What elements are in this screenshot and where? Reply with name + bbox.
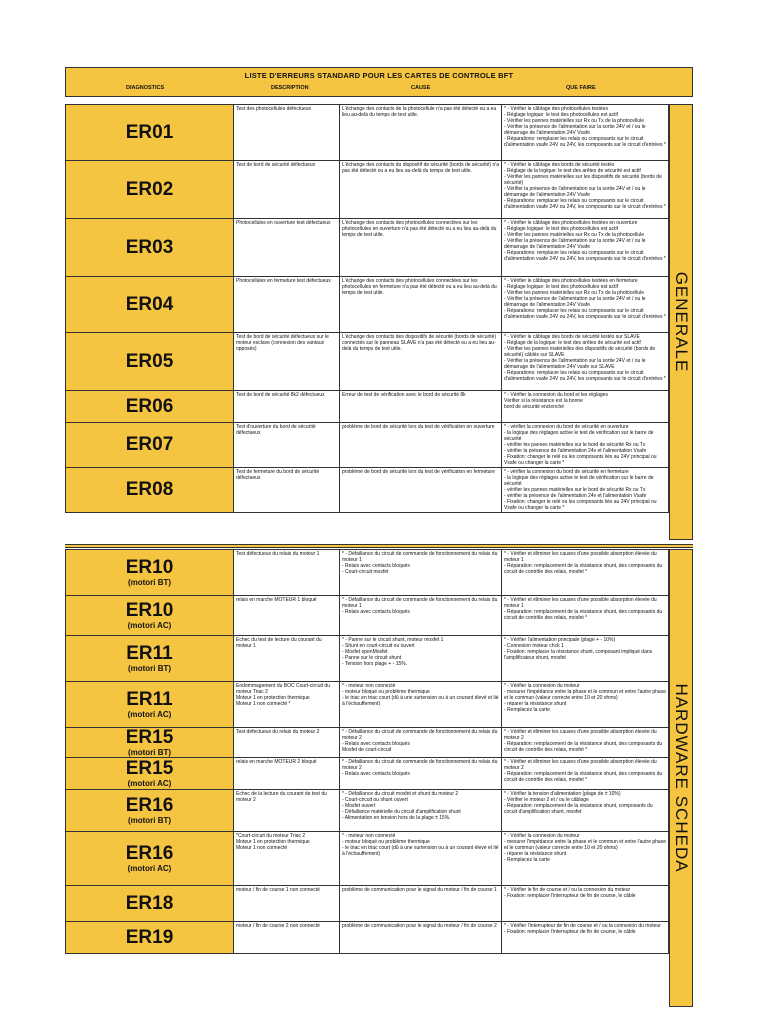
section-label-general: GENERALE [672,271,691,373]
error-code-cell [66,550,234,596]
general-errors-table [65,104,669,513]
error-motor-type: (motori AC) [127,779,172,788]
error-fix: * - Vérifier le câblage des photocellules testées - Réglage logique: le test des photocellules est actif - Vérifier les pannes matérielles sur Rx ou Tx de la photocellule - Vérifier la présence de l'alimentation sur la sortie 24V et / ou le démarrage de l'alimentation 24V Vsafe - Réparations: remplacer les relais ou composants sur le circuit d'alimentation vsafe 24V ou 24V, les composants sur le circuit d'entrées * [502,105,669,161]
error-fix: * - Vérifier le câblage des photocellules testées en fermeture - Réglage logique: le test des photocellules est actif - Vérifier les pannes matérielles sur Rx ou Tx de la photocellule - Vérifier la présence de l'alimentation sur la sortie 24V et / ou le démarrage de l'alimentation 24V Vsafe - Réparations: remplacer les relais ou composants sur le circuit d'alimentation vsafe 24V ou 24V, les composants sur le circuit d'entrées * [502,277,669,333]
error-code-cell [66,219,234,277]
error-description: Test des photocellules défectueux [234,105,340,161]
col-header-diagnostics: DIAGNOSTICS [126,85,165,91]
error-motor-type: (motori AC) [127,864,172,873]
error-fix: * - vérifier la connexion du bord de sécurité en fermeture - la logique des réglages active le test de vérification sur le barre de sécurité - vérifier les pannes matérielles sur le bord de sécurité Rx ou Tx - vérifier la présence de l'alimentation 24v et l'alimentation Vsafe - Fixation: changer le relé ou les composants liés au 24V principal ou Vsafe ou changer la carte * [502,468,669,513]
section-tab-hardware [669,549,693,1007]
table-row [66,728,669,758]
error-code: ER10 [125,600,174,621]
error-fix: * - Vérifier la connexion du moteur - mesurer l'impédance entre la phase et le commun et entre l'autre phase et le commun (valeur correcte entre 10 et 20 ohms) - réparer la résistance shunt - Remplacez la carte [502,682,669,728]
col-header-cause: CAUSE [411,85,431,91]
error-code: ER07 [125,434,174,455]
error-cause: L'échange des contacts des photocellules connectées sur les photocellules en fermeture n'a pas été détecté ou a eu lieu au-delà du temps de test utile. [340,277,502,333]
error-cause: problème de communication pour le signal du moteur / fin de course 1 [340,886,502,922]
error-description: moteur / fin de course 2 non connecté [234,922,340,954]
error-code: ER04 [125,293,174,315]
error-fix: * - Vérifier le câblage des bords de sécurité testés - Réglage de la logique: le test des arêtes de sécurité est actif - Vérifier les pannes matérielles sur les dispositifs de sécurité (bords de sécurité) - Vérifier la présence de l'alimentation sur la sortie 24V et / ou le démarrage de l'alimentation 24V Vsafe - Réparations: remplacer les relais ou composants sur le circuit d'alimentation vsafe 24V ou 24V, les composants sur le circuit d'entrées * [502,161,669,219]
error-motor-type: (motori BT) [127,816,172,825]
error-cause: L'échange des contacts des photocellules connectées sur les photocellules en ouverture n'a pas été détecté ou a eu lieu au-delà du temps de test utile. [340,219,502,277]
error-cause: * - Défaillance du circuit de commande de fonctionnement du relais du moteur 2 - Relais avec contacts bloqués Mosfet de court-circuit [340,728,502,758]
error-code: ER18 [125,892,174,914]
table-row [66,832,669,886]
error-code: ER11 [126,689,173,710]
section-label-hardware: HARDWARE SCHEDA [672,683,691,873]
error-fix: * - Vérifier la tension d'alimentation (plage de ± 10%) - Vérifier le moteur 2 et / ou le câblage - Réparation: remplacement de la résistance shunt, composants du circuit d'amplification shunt, mosfet [502,790,669,832]
error-cause: L'échange des contacts de la photocellule n'a pas été détecté ou a eu lieu au-delà du temps de test utile. [340,105,502,161]
table-row [66,391,669,423]
error-code-cell [66,423,234,468]
error-code-cell [66,758,234,790]
error-code-cell [66,391,234,423]
error-cause: * - Défaillance du circuit de commande de fonctionnement du relais du moteur 2 - Relais avec contacts bloqués [340,758,502,790]
table-row [66,161,669,219]
error-code: ER11 [126,643,173,664]
table-row [66,886,669,922]
error-code-cell [66,636,234,682]
error-cause: * - Défaillance du circuit mosfet et shunt du moteur 2 - Court-circuit ou shunt ouvert - Mosfet ouvert - Défaillance matérielle du circuit d'amplification shunt - Alimentation en tension hors de la plage ± 15%. [340,790,502,832]
error-code: ER08 [125,479,174,500]
table-row [66,758,669,790]
table-row [66,636,669,682]
error-code: ER05 [125,350,174,372]
error-code-cell [66,922,234,954]
error-code-cell [66,886,234,922]
error-fix: * - Vérifier l'interrupteur de fin de course et / ou la connexion du moteur - Fixation: remplacer l'interrupteur de fin de course, le câble [502,922,669,954]
error-description: Test de bord de sécurité 8k2 défectueux [234,391,340,423]
table-row [66,922,669,954]
error-description: Test de fermeture du bord de sécurité défectueux [234,468,340,513]
error-description: Echec du test de lecture du courant du moteur 1 [234,636,340,682]
error-fix: * - vérifier la connexion du bord de sécurité en ouverture - la logique des réglages active le test de vérification sur le barre de sécurité - vérifier les pannes matérielles sur le bord de sécurité Rx ou Tx - vérifier la présence de l'alimentation 24v et l'alimentation Vsafe - Fixation: changer le relé ou les composants liés au 24V principal ou Vsafe ou changer la carte * [502,423,669,468]
hardware-errors-table [65,549,669,954]
error-motor-type: (motori BT) [127,578,172,587]
error-fix: * - Vérifier et éliminer les causes d'une possible absorption élevée du moteur 2 - Réparation: remplacement de la résistance shunt, des composants du circuit de contrôle des relais, mosfet * [502,728,669,758]
error-description: Test d'ouverture du bord de sécurité défectueux [234,423,340,468]
error-code-cell [66,333,234,391]
error-code-cell [66,596,234,636]
error-code-cell [66,161,234,219]
error-cause: L'échange des contacts des dispositifs de sécurité (bords de sécurité) connectés sur le panneau SLAVE n'a pas été détecté ou a eu lieu au-delà du temps de test utile. [340,333,502,391]
table-row [66,219,669,277]
error-fix: * - Vérifier et éliminer les causes d'une possible absorption élevée du moteur 1 - Réparation: remplacement de la résistance shunt, des composants du circuit de contrôle des relais, mosfet * [502,596,669,636]
error-description: Photocellules en ouverture test défectueux [234,219,340,277]
error-code: ER01 [125,121,174,143]
error-cause: * - Panne sur le circuit shunt, moteur mosfet 1 - Shunt en court-circuit ou ouvert - Mosfet openMosfet - Panne sur le circuit shunt - Tension hors plage + - 15%. [340,636,502,682]
error-cause: * - Défaillance du circuit de commande de fonctionnement du relais du moteur 1 - Relais avec contacts bloqués - Court-circuit mosfet [340,550,502,596]
error-cause: Erreur de test de vérification avec le bord de sécurité 8k [340,391,502,423]
error-code-cell [66,105,234,161]
table-row [66,468,669,513]
error-fix: * - Vérifier et éliminer les causes d'une possible absorption élevée du moteur 2 - Réparation: remplacement de la résistance shunt, des composants du circuit de contrôle des relais, mosfet * [502,758,669,790]
error-fix: * - Vérifier et éliminer les causes d'une possible absorption élevée du moteur 1 - Réparation: remplacement de la résistance shunt, des composants du circuit de contrôle des relais, mosfet * [502,550,669,596]
error-cause: problème de bord de sécurité lors du test de vérification en ouverture [340,423,502,468]
error-description: Echec de la lecture du courant de test du moteur 2 [234,790,340,832]
error-code: ER16 [125,795,174,816]
error-code-cell [66,468,234,513]
error-fix: * - Vérifier l'alimentation principale (plage + - 10%) - Connexion moteur chck 1 - Fixation: remplacer la résistance shunt, composant impliqué dans l'amplificateur shunt, mosfet [502,636,669,682]
table-row [66,596,669,636]
table-row [66,333,669,391]
error-description: Test de bord de sécurité défectueux [234,161,340,219]
error-cause: * - moteur non connecté - moteur bloqué ou problème thermique - le triac en triac court (dû à une surtension ou à un courant élevé et lié à l'échauffement) [340,682,502,728]
error-description: *Court-circuit du moteur Triac 2 Moteur 1 en protection thermique Moteur 1 non connecté [234,832,340,886]
error-motor-type: (motori AC) [127,710,172,719]
error-code: ER06 [125,395,174,417]
error-description: Endommagement du BOC Court-circuit du moteur Triac 2 Moteur 1 en protection thermique Moteur 1 non connecté * [234,682,340,728]
error-code: ER15 [125,758,174,779]
error-fix: * - Vérifier le câblage des photocellules testées en ouverture - Réglage logique: le test des photocellules est actif - Vérifier les pannes matérielles sur Rx ou Tx de la photocellule - Vérifier la présence de l'alimentation sur la sortie 24V et / ou le démarrage de l'alimentation 24V Vsafe - Réparations: remplacer les relais ou composants sur le circuit d'alimentation vsafe 24V ou 24V, les composants sur le circuit d'entrées * [502,219,669,277]
error-motor-type: (motori AC) [127,621,172,630]
table-row [66,550,669,596]
error-code: ER03 [125,236,174,258]
section-divider [65,544,693,548]
section-tab-general [669,104,693,540]
error-description: relais en marche MOTEUR 1 bloqué [234,596,340,636]
error-code-cell [66,728,234,758]
error-description: Test de bord de sécurité défectueux sur le moteur esclave (connexion des vantaux opposés) [234,333,340,391]
error-cause: problème de communication pour le signal du moteur / fin de course 2 [340,922,502,954]
table-row [66,105,669,161]
error-cause: L'échange des contacts du dispositif de sécurité (bords de sécurité) n'a pas été détecté ou a eu lieu au-delà du temps de test utile. [340,161,502,219]
error-description: Test défectueux du relais du moteur 2 [234,728,340,758]
error-fix: * - Vérifier la connexion du moteur - mesurer l'impédance entre la phase et le commun et entre l'autre phase et le commun (valeur correcte entre 10 et 20 ohms) - réparer la résistance shunt - Remplacez la carte [502,832,669,886]
error-code-cell [66,682,234,728]
error-code-cell [66,790,234,832]
error-code: ER15 [125,727,174,748]
error-fix: * - Vérifier le fin de course et / ou la connexion du moteur - Fixation: remplacer l'interrupteur de fin de course, le câble [502,886,669,922]
error-fix: * - Vérifier la connexion du bord et les réglages Vérifier si la résistance est la bonne bord de sécurité enclenché [502,391,669,423]
error-code-cell [66,277,234,333]
table-row [66,423,669,468]
error-fix: * - Vérifier le câblage des bords de sécurité testés sur SLAVE - Réglage de la logique: le test des arêtes de sécurité est actif - Vérifier les pannes matérielles des dispositifs de sécurité (bords de sécurité) câblés sur SLAVE - Vérifier la présence de l'alimentation sur la sortie 24V et / ou le démarrage de l'alimentation 24V vsafe sur SLAVE - Réparations: remplacer les relais ou composants sur le circuit d'alimentation vsafe 24V ou 24V, les composants sur le circuit d'entrées * [502,333,669,391]
title-row [65,67,693,97]
error-motor-type: (motori BT) [127,664,172,673]
error-description: relais en marche MOTEUR 2 bloqué [234,758,340,790]
table-row [66,682,669,728]
error-cause: * - Défaillance du circuit de commande de fonctionnement du relais du moteur 1 - Relais avec contacts bloqués [340,596,502,636]
error-code: ER16 [125,843,174,864]
error-cause: problème de bord de sécurité lors du test de vérification en fermeture [340,468,502,513]
sheet-title: LISTE D'ERREURS STANDARD POUR LES CARTES DE CONTROLE BFT [244,71,514,80]
error-code: ER02 [125,178,174,200]
error-description: Photocellules en fermeture test défectueux [234,277,340,333]
error-code: ER10 [125,557,174,578]
table-row [66,277,669,333]
error-description: Test défectueux du relais du moteur 1 [234,550,340,596]
table-row [66,790,669,832]
error-code: ER19 [125,926,174,948]
error-motor-type: (motori BT) [127,748,172,757]
col-header-description: DESCRIPTION [271,85,309,91]
error-cause: * - moteur non connecté - moteur bloqué ou problème thermique - le triac en triac court (dû à une surtension ou à un courant élevé et lié à l'échauffement) [340,832,502,886]
error-code-cell [66,832,234,886]
col-header-fix: QUE FAIRE [566,85,596,91]
error-description: moteur / fin de course 1 non connecté [234,886,340,922]
